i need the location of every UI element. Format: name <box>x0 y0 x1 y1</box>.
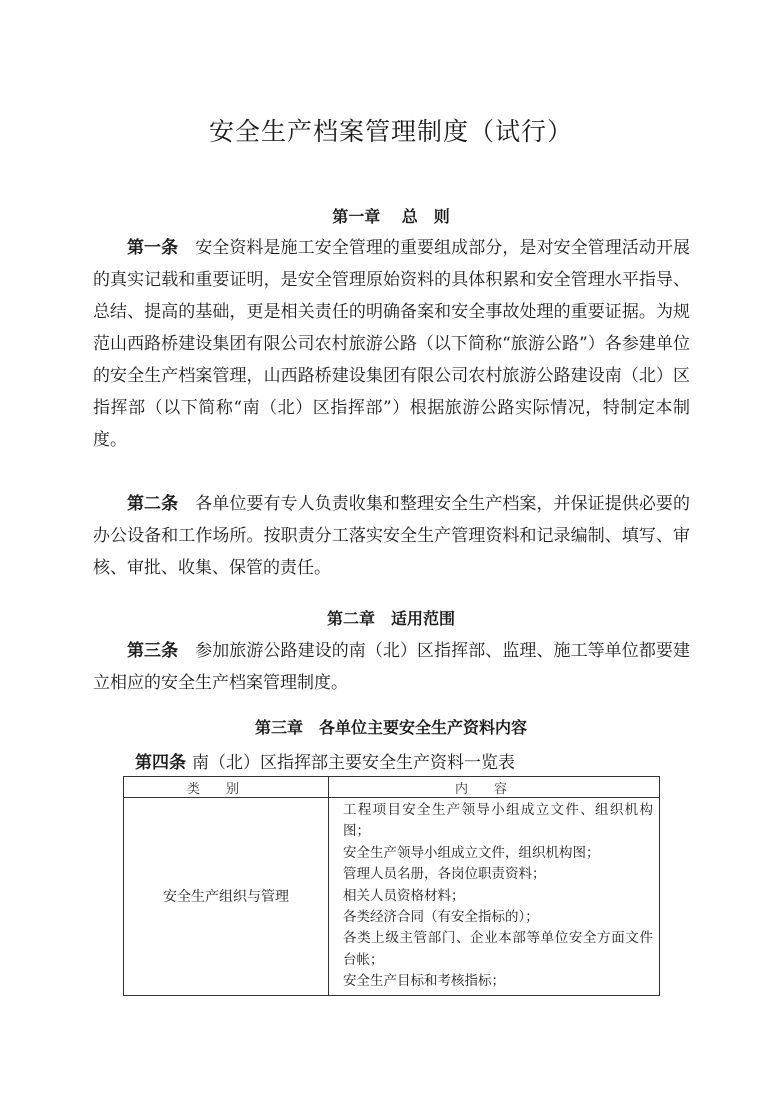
article-4-label: 第四条 <box>135 753 186 773</box>
table-row <box>124 798 660 996</box>
list-item: 管理人员名册，各岗位职责资料； <box>343 866 546 883</box>
table-header-content: 内容 <box>329 777 660 798</box>
chapter-2-heading: 第二章 适用范围 <box>326 609 455 628</box>
article-1-label: 第一条 <box>127 238 179 258</box>
chapter-1-heading: 第一章 总 则 <box>332 207 450 226</box>
article-3 <box>93 635 690 699</box>
table-header-category: 类别 <box>124 777 329 798</box>
table-cell-content <box>329 798 660 996</box>
list-item: 相关人员资格材料； <box>343 887 465 904</box>
list-item: 各类经济合同（有安全指标的）； <box>343 909 539 926</box>
chapter-3-heading: 第三章 各单位主要安全生产资料内容 <box>254 718 527 737</box>
article-2 <box>93 488 690 584</box>
article-4-text: 南（北）区指挥部主要安全生产资料一览表 <box>192 753 515 773</box>
table-cell-category: 安全生产组织与管理 <box>124 798 329 996</box>
article-4 <box>135 751 515 775</box>
list-item: 安全生产目标和考核指标； <box>343 973 505 990</box>
article-2-text: 各单位要有专人负责收集和整理安全生产档案，并保证提供必要的办公设备和工作场所。按职责分工落实安全生产管理资料和记录编制、填写、审核、审批、收集、保管的责任。 <box>93 494 690 578</box>
list-item: 各类上级主管部门、企业本部等单位安全方面文件台帐； <box>343 930 653 968</box>
article-2-label: 第二条 <box>127 494 179 514</box>
list-item: 工程项目安全生产领导小组成立文件、组织机构图； <box>343 802 653 840</box>
article-3-label: 第三条 <box>127 641 179 661</box>
list-item: 安全生产领导小组成立文件，组织机构图； <box>343 844 600 861</box>
safety-materials-table <box>123 776 660 996</box>
article-3-text: 参加旅游公路建设的南（北）区指挥部、监理、施工等单位都要建立相应的安全生产档案管理制度。 <box>93 641 690 693</box>
article-1-text: 安全资料是施工安全管理的重要组成部分，是对安全管理活动开展的真实记载和重要证明，是安全管理原始资料的具体积累和安全管理水平指导、总结、提高的基础，更是相关责任的明确备案和安全事故处理的重要证据。为规范山西路桥建设集团有限公司农村旅游公路（以下简称“旅游公路”）各参建单位的安全生产档案管理，山西路桥建设集团有限公司农村旅游公路建设南（北）区指挥部（以下简称“南（北）区指挥部”）根据旅游公路实际情况，特制定本制度。 <box>93 238 690 450</box>
document-title: 安全生产档案管理制度（试行） <box>208 117 573 146</box>
table-header-row <box>124 777 660 798</box>
article-1 <box>93 232 690 456</box>
